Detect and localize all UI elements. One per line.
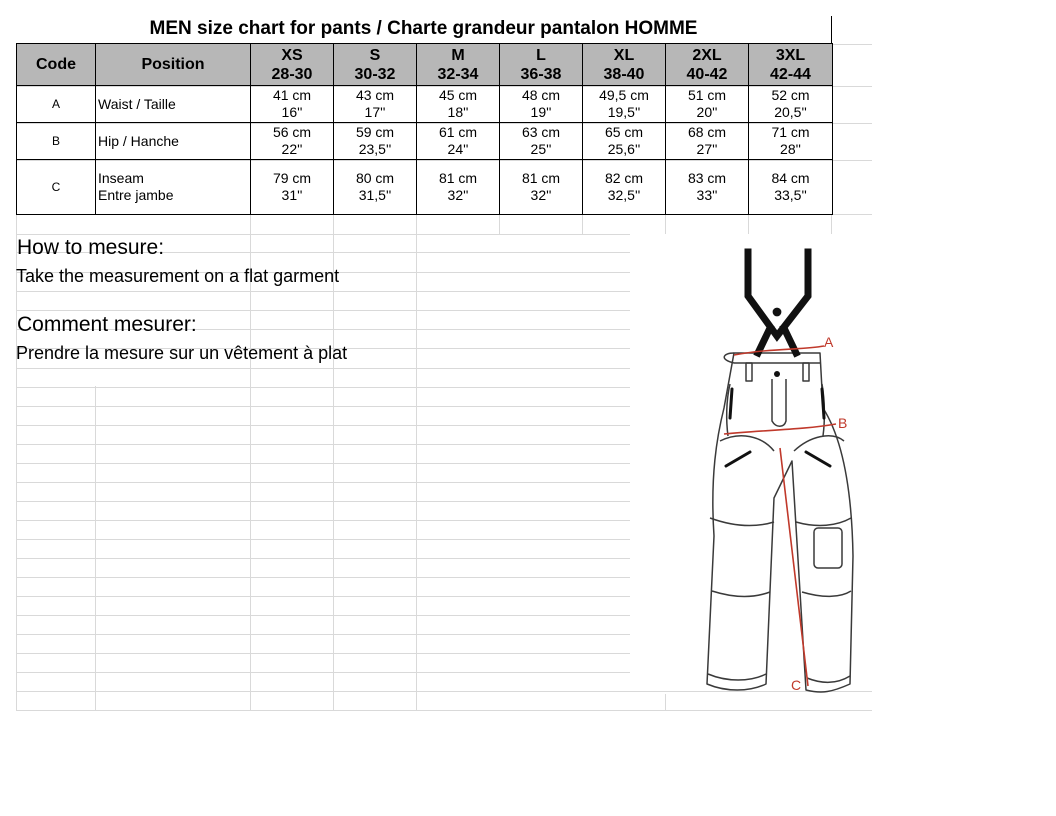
size-label: XL	[613, 46, 635, 64]
cell-cm: 81 cm	[521, 170, 561, 186]
grid-line	[16, 558, 630, 559]
table-row-waist	[17, 86, 833, 123]
cell-inch: 31,5''	[358, 187, 392, 203]
size-range: 36-38	[520, 65, 562, 83]
size-cell	[417, 160, 500, 215]
size-range: 42-44	[770, 65, 811, 83]
table-row-hip	[17, 123, 833, 160]
cell-inch: 24''	[447, 141, 469, 157]
grid-line	[16, 387, 630, 388]
cell-inch: 33''	[696, 187, 718, 203]
size-range: 28-30	[271, 65, 313, 83]
cell-cm: 43 cm	[355, 87, 395, 103]
grid-line	[16, 520, 630, 521]
cell-cm: 59 cm	[355, 124, 395, 140]
header-size-m	[417, 44, 500, 86]
comment-mesurer-heading: Comment mesurer:	[17, 313, 197, 336]
grid-line	[416, 214, 417, 710]
cell-cm: 61 cm	[438, 124, 478, 140]
cell-cm: 81 cm	[438, 170, 478, 186]
size-label: 2XL	[692, 46, 722, 64]
pants-with-suspenders-icon	[662, 236, 862, 706]
cell-cm: 65 cm	[604, 124, 644, 140]
cell-inch: 20''	[696, 104, 718, 120]
cell-inch: 32''	[447, 187, 469, 203]
cell-cm: 52 cm	[771, 87, 810, 103]
size-range: 30-32	[354, 65, 396, 83]
grid-line	[16, 291, 630, 292]
grid-line	[16, 310, 630, 311]
pants-illustration	[662, 236, 862, 706]
cell-cm: 51 cm	[687, 87, 727, 103]
cell-cm: 79 cm	[272, 170, 312, 186]
cell-cm: 41 cm	[272, 87, 312, 103]
grid-line	[16, 501, 630, 502]
grid-line	[16, 577, 630, 578]
size-cell	[666, 123, 749, 160]
measure-label-a: A	[824, 334, 834, 350]
cell-cm: 49,5 cm	[599, 87, 649, 103]
size-cell	[334, 123, 417, 160]
size-label: 3XL	[775, 46, 806, 64]
grid-line	[16, 634, 630, 635]
cell-inch: 33,5''	[774, 187, 807, 203]
header-size-xl	[583, 44, 666, 86]
size-cell	[251, 160, 334, 215]
cell-cm: 45 cm	[438, 87, 478, 103]
comment-mesurer-text: Prendre la mesure sur un vêtement à plat	[16, 343, 348, 363]
grid-line	[16, 406, 630, 407]
cell-cm: 48 cm	[521, 87, 561, 103]
row-position: Hip / Hanche	[96, 123, 251, 160]
cell-inch: 32,5''	[607, 187, 641, 203]
cell-cm: 80 cm	[355, 170, 395, 186]
size-cell	[583, 123, 666, 160]
cell-inch: 19,5''	[607, 104, 641, 120]
grid-line	[16, 463, 630, 464]
grid-line	[831, 214, 832, 234]
cell-inch: 25''	[530, 141, 552, 157]
grid-line	[499, 214, 500, 234]
size-cell	[666, 160, 749, 215]
cell-inch: 28''	[780, 141, 801, 157]
size-cell	[334, 86, 417, 123]
header-position: Position	[96, 44, 251, 86]
position-line: Inseam	[98, 170, 144, 186]
size-cell	[251, 86, 334, 123]
size-cell	[749, 160, 833, 215]
size-cell	[334, 160, 417, 215]
size-table	[16, 43, 833, 215]
size-cell	[666, 86, 749, 123]
cell-inch: 19''	[530, 104, 552, 120]
row-code: C	[17, 160, 96, 215]
how-to-measure-heading: How to mesure:	[17, 236, 165, 259]
table-header-row	[17, 44, 833, 86]
size-cell	[500, 86, 583, 123]
size-range: 38-40	[603, 65, 645, 83]
size-range: 40-42	[686, 65, 728, 83]
grid-line	[250, 214, 251, 710]
grid-line	[333, 214, 334, 710]
cell-inch: 16''	[281, 104, 303, 120]
header-size-s	[334, 44, 417, 86]
row-position	[96, 160, 251, 215]
grid-line	[16, 672, 630, 673]
grid-line	[16, 710, 872, 711]
grid-line	[16, 482, 630, 483]
cell-inch: 20,5''	[774, 104, 807, 120]
chart-title: MEN size chart for pants / Charte grandeur pantalon HOMME	[149, 18, 698, 39]
grid-line	[16, 214, 17, 710]
grid-line	[16, 234, 630, 235]
cell-inch: 18''	[447, 104, 469, 120]
cell-cm: 63 cm	[521, 124, 561, 140]
grid-line	[16, 368, 630, 369]
row-code: A	[17, 86, 96, 123]
table-row-inseam	[17, 160, 833, 215]
grid-line	[95, 386, 96, 710]
position-line: Entre jambe	[98, 187, 174, 203]
size-cell	[583, 86, 666, 123]
size-label: XS	[281, 46, 303, 64]
cell-inch: 27''	[696, 141, 718, 157]
cell-cm: 83 cm	[687, 170, 727, 186]
size-cell	[251, 123, 334, 160]
size-label: M	[451, 46, 465, 64]
cell-inch: 25,6''	[607, 141, 641, 157]
row-code: B	[17, 123, 96, 160]
grid-line	[582, 214, 583, 234]
cell-cm: 68 cm	[687, 124, 727, 140]
cell-cm: 56 cm	[272, 124, 312, 140]
grid-line	[16, 425, 630, 426]
header-size-3xl	[749, 44, 833, 86]
how-to-measure-text: Take the measurement on a flat garment	[16, 266, 340, 286]
cell-cm: 71 cm	[771, 124, 810, 140]
grid-line	[16, 653, 630, 654]
cell-inch: 17''	[364, 104, 386, 120]
size-cell	[749, 86, 833, 123]
grid-line	[16, 596, 630, 597]
size-range: 32-34	[437, 65, 479, 83]
grid-line	[16, 539, 630, 540]
grid-line	[16, 615, 630, 616]
row-position: Waist / Taille	[96, 86, 251, 123]
cell-inch: 22''	[281, 141, 303, 157]
size-cell	[500, 160, 583, 215]
size-cell	[749, 123, 833, 160]
cell-cm: 84 cm	[771, 170, 810, 186]
grid-line	[748, 214, 749, 234]
size-cell	[583, 160, 666, 215]
header-size-2xl	[666, 44, 749, 86]
grid-line	[16, 444, 630, 445]
size-cell	[417, 123, 500, 160]
cell-inch: 32''	[530, 187, 552, 203]
measure-label-c: C	[791, 677, 802, 693]
measure-label-b: B	[838, 415, 848, 431]
size-label: L	[536, 46, 546, 64]
size-cell	[417, 86, 500, 123]
header-size-xs	[251, 44, 334, 86]
header-size-l	[500, 44, 583, 86]
size-cell	[500, 123, 583, 160]
cell-cm: 82 cm	[604, 170, 644, 186]
cell-inch: 23,5''	[358, 141, 392, 157]
header-code: Code	[17, 44, 96, 86]
grid-line	[831, 16, 832, 44]
grid-line	[665, 214, 666, 234]
cell-inch: 31''	[281, 187, 303, 203]
size-label: S	[369, 46, 381, 64]
